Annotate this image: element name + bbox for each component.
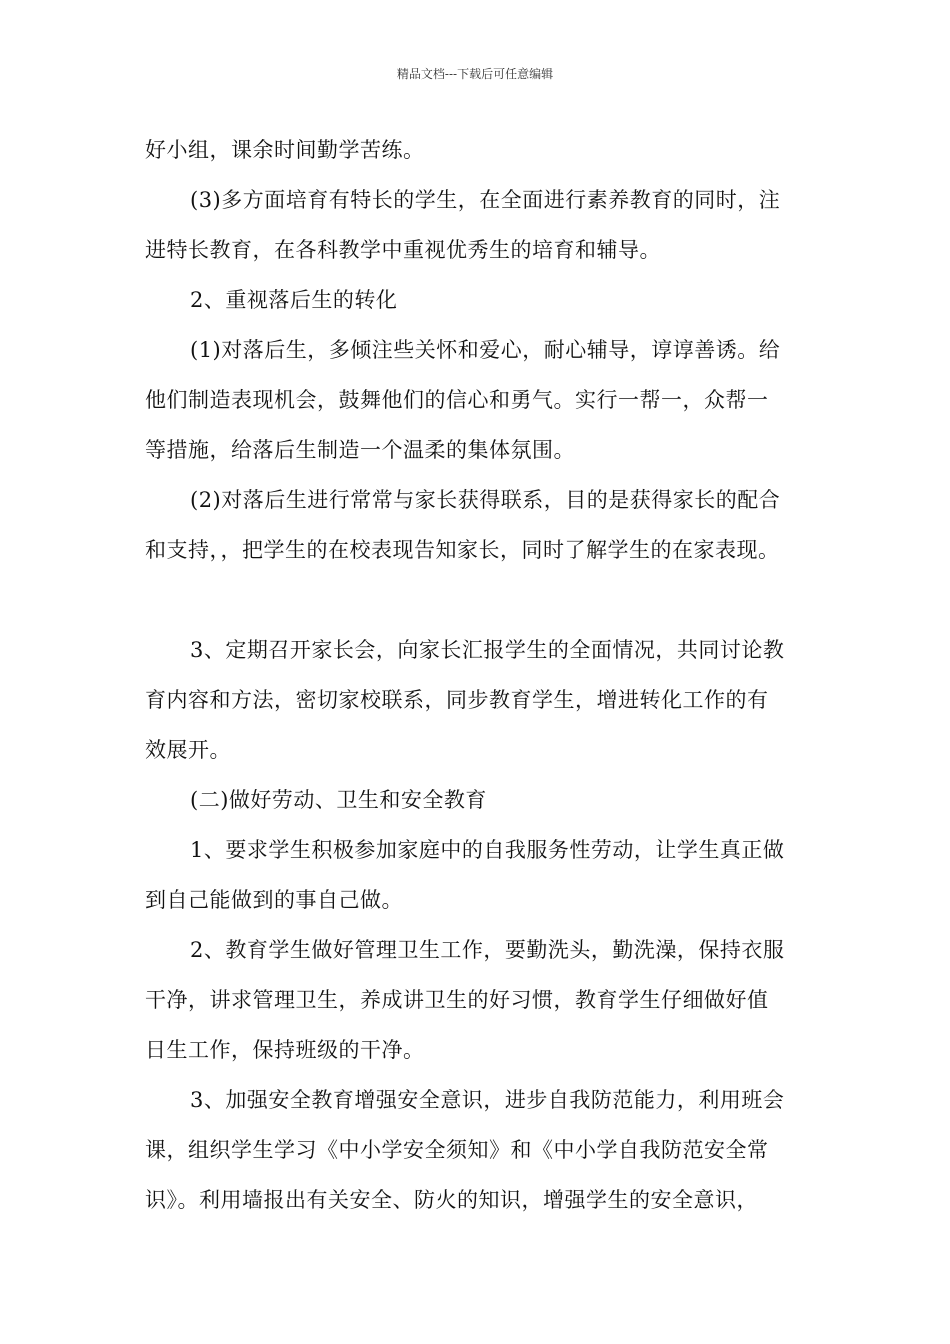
paragraph-gap — [145, 575, 815, 625]
paragraph-line: 到自己能做到的事自己做。 — [145, 888, 403, 912]
paragraph-line: (1)对落后生，多倾注些关怀和爱心，耐心辅导，谆谆善诱。给 — [190, 338, 781, 362]
paragraph-line: 进特长教育，在各科教学中重视优秀生的培育和辅导。 — [145, 238, 661, 262]
paragraph-line: 和支持，，把学生的在校表现告知家长，同时了解学生的在家表现。 — [145, 538, 780, 562]
paragraph-line: 等措施，给落后生制造一个温柔的集体氛围。 — [145, 438, 575, 462]
paragraph-line: (2)对落后生进行常常与家长获得联系，目的是获得家长的配合 — [190, 488, 781, 512]
paragraph-line: 干净，讲求管理卫生，养成讲卫生的好习惯，教育学生仔细做好值 — [145, 988, 769, 1012]
paragraph-line: 2、教育学生做好管理卫生工作，要勤洗头，勤洗澡，保持衣服 — [190, 938, 785, 962]
paragraph-line: 他们制造表现机会，鼓舞他们的信心和勇气。实行一帮一，众帮一 — [145, 388, 769, 412]
section-heading: (二)做好劳动、卫生和安全教育 — [190, 788, 487, 812]
paragraph-line: 育内容和方法，密切家校联系，同步教育学生，增进转化工作的有 — [145, 688, 769, 712]
paragraph-line: 3、定期召开家长会，向家长汇报学生的全面情况，共同讨论教 — [190, 638, 785, 662]
paragraph-line: 3、加强安全教育增强安全意识，进步自我防范能力，利用班会 — [190, 1088, 785, 1112]
paragraph-line: 课，组织学生学习《中小学安全须知》和《中小学自我防范安全常 — [145, 1138, 769, 1162]
document-body — [145, 125, 815, 1225]
paragraph-line: 日生工作，保持班级的干净。 — [145, 1038, 425, 1062]
paragraph-line: 1、要求学生积极参加家庭中的自我服务性劳动，让学生真正做 — [190, 838, 785, 862]
paragraph-line: 效展开。 — [145, 738, 231, 762]
section-heading: 2、重视落后生的转化 — [190, 288, 398, 312]
page-header: 精品文档---下载后可任意编辑 — [396, 67, 554, 81]
paragraph-line: (3)多方面培育有特长的学生，在全面进行素养教育的同时，注 — [190, 188, 781, 212]
paragraph-line: 识》。利用墙报出有关安全、防火的知识，增强学生的安全意识， — [145, 1188, 758, 1212]
paragraph-line: 好小组，课余时间勤学苦练。 — [145, 138, 425, 162]
